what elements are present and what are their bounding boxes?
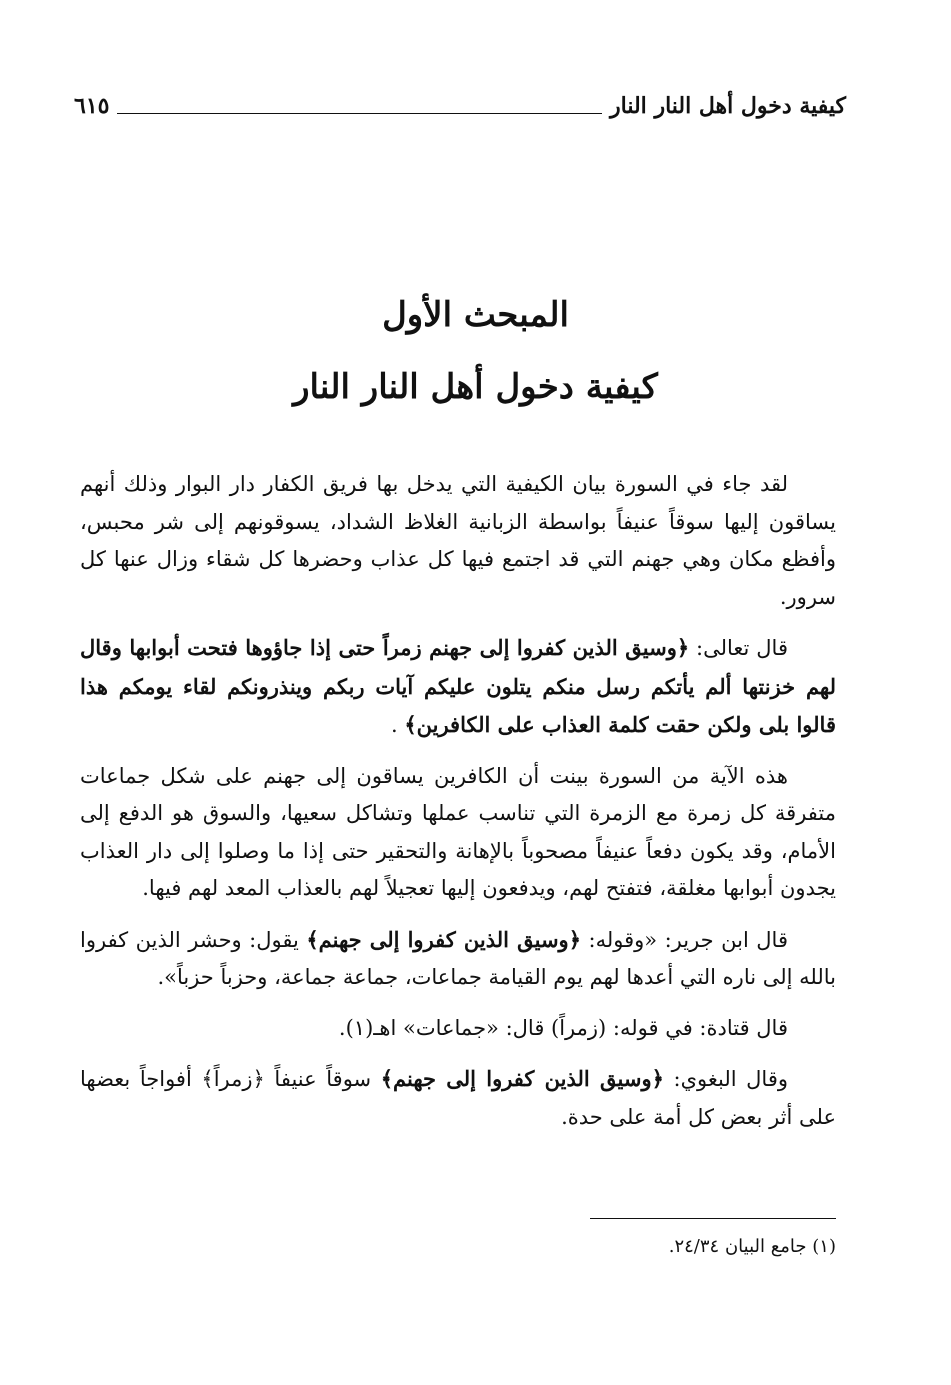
- running-header: [74, 84, 846, 124]
- paragraph-tail: .: [390, 713, 405, 737]
- paragraph-tail: سوقاً عنيفاً ﴿زمراً﴾ أفواجاً بعضها على أثر بعض كل أمة على حدة.: [80, 1067, 836, 1129]
- footnote: (١) جامع البيان ٢٤/٣٤.: [668, 1236, 836, 1257]
- chapter-title: كيفية دخول أهل النار النار: [293, 367, 658, 407]
- paragraph-text: لقد جاء في السورة بيان الكيفية التي يدخل بها فريق الكفار دار البوار وذلك أنهم يساقون إليها سوقاً عنيفاً بواسطة الزبانية الغلاظ الشداد، يسوقونهم إلى شر محبس، وأفظع مكان وهي جهنم التي قد اجتمع فيها كل عذاب وحضرها كل شقاء وزال عنها كل سرور.: [80, 472, 836, 609]
- paragraph-verse: [80, 629, 836, 745]
- quran-verse: ﴿وسيق الذين كفروا إلى جهنم زمراً حتى إذا جاؤوها فتحت أبوابها وقال لهم خزنتها ألم يأتكم رسل منكم يتلون عليكم آيات ربكم وينذرونكم لقاء يومكم هذا قالوا بلى ولكن حقت كلمة العذاب على الكافرين﴾: [80, 635, 836, 737]
- paragraph-baghawi: [80, 1060, 836, 1136]
- paragraph-text: هذه الآية من السورة بينت أن الكافرين يساقون إلى جهنم على شكل جماعات متفرقة كل زمرة مع الزمرة التي تناسب عملها وتشاكل سعيها، والسوق هو الدفع إلى الأمام، وقد يكون دفعاً عنيفاً مصحوباً بالإهانة والتحقير حتى إذا ما وصلوا إلى دار العذاب يجدون أبوابها مغلقة، فتفتح لهم، ويدفعون إليها تعجيلاً لهم بالعذاب المعد لهم فيها.: [80, 763, 836, 900]
- paragraph-tail: يقول: وحشر الذين كفروا بالله إلى ناره التي أعدها لهم يوم القيامة جماعات، جماعة جماعة، وحزباً حزباً».: [80, 927, 836, 989]
- header-rule: [117, 113, 602, 114]
- section-title: المبحث الأول: [382, 295, 569, 335]
- body-text: [80, 466, 836, 1149]
- paragraph-ibn-jarir: [80, 921, 836, 997]
- footnote-rule: [590, 1218, 836, 1219]
- paragraph-lead: وقال البغوي:: [663, 1067, 788, 1091]
- paragraph-intro: [80, 466, 836, 616]
- paragraph-qatada: [80, 1010, 836, 1048]
- quran-verse: ﴿وسيق الذين كفروا إلى جهنم﴾: [380, 1066, 664, 1091]
- paragraph-explanation: [80, 758, 836, 908]
- quran-verse: ﴿وسيق الذين كفروا إلى جهنم﴾: [306, 926, 581, 952]
- paragraph-lead: قال ابن جرير: «وقوله:: [581, 927, 788, 952]
- paragraph-lead: قال تعالى:: [689, 636, 788, 660]
- paragraph-text: قال قتادة: في قوله: (زمراً) قال: «جماعات» اهـ(١).: [338, 1015, 788, 1040]
- running-title: كيفية دخول أهل النار النار: [610, 93, 846, 119]
- page-number: ٦١٥: [74, 93, 110, 119]
